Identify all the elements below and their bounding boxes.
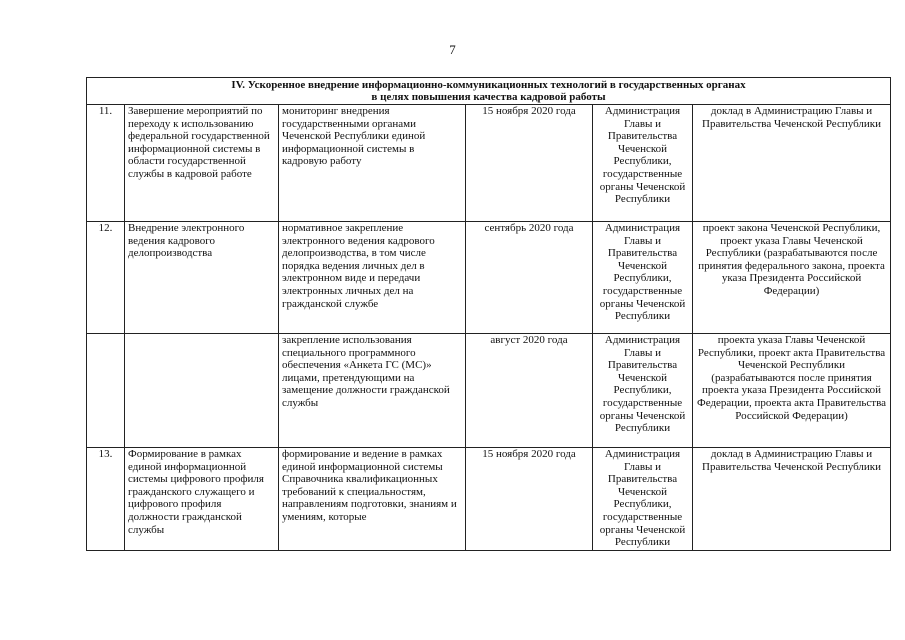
- table-row: [87, 222, 891, 334]
- measure-cell: [125, 334, 279, 448]
- deadline-cell: 15 ноября 2020 года: [466, 448, 593, 551]
- action-cell: мониторинг внедрения государственными органами Чеченской Республики единой информационной системы в кадровую работу: [279, 105, 466, 222]
- table-row: [87, 105, 891, 222]
- measure-cell: Внедрение электронного ведения кадрового делопроизводства: [125, 222, 279, 334]
- result-cell: проект закона Чеченской Республики, проект указа Главы Чеченской Республики (разрабатываются после принятия федерального закона, проекта указа Президента Российской Федерации): [693, 222, 891, 334]
- deadline-cell: 15 ноября 2020 года: [466, 105, 593, 222]
- plan-table: [86, 77, 891, 551]
- section-title: [87, 78, 891, 105]
- action-cell: формирование и ведение в рамках единой информационной системы Справочника квалификационных требований к специальностям, направлениям подготовки, знаниям и умениям, которые: [279, 448, 466, 551]
- row-number: [87, 334, 125, 448]
- deadline-cell: август 2020 года: [466, 334, 593, 448]
- result-cell: проекта указа Главы Чеченской Республики, проект акта Правительства Чеченской Республики (разрабатываются после принятия проекта указа Президента Российской Федерации, проекта акта Правительства Российской Федерации): [693, 334, 891, 448]
- responsible-cell: Администрация Главы и Правительства Чеченской Республики, государственные органы Чеченской Республики: [593, 222, 693, 334]
- row-number: 11.: [87, 105, 125, 222]
- table-row: [87, 448, 891, 551]
- measure-cell: Формирование в рамках единой информационной системы цифрового профиля гражданского служащего и цифрового профиля должности гражданской службы: [125, 448, 279, 551]
- section-title-line1: IV. Ускоренное внедрение информационно-коммуникационных технологий в государственных органах: [231, 79, 746, 91]
- table-row: [87, 334, 891, 448]
- row-number: 12.: [87, 222, 125, 334]
- result-cell: доклад в Администрацию Главы и Правительства Чеченской Республики: [693, 105, 891, 222]
- row-number: 13.: [87, 448, 125, 551]
- page-number: 7: [449, 42, 456, 57]
- action-cell: закрепление использования специального программного обеспечения «Анкета ГС (МС)» лицами, претендующими на замещение должности гражданской службы: [279, 334, 466, 448]
- measure-cell: Завершение мероприятий по переходу к использованию федеральной государственной информационной системы в области государственной службы в кадровой работе: [125, 105, 279, 222]
- result-cell: доклад в Администрацию Главы и Правительства Чеченской Республики: [693, 448, 891, 551]
- deadline-cell: сентябрь 2020 года: [466, 222, 593, 334]
- action-cell: нормативное закрепление электронного ведения кадрового делопроизводства, в том числе порядка ведения личных дел в электронном виде и передачи электронных личных дел на гражданской службе: [279, 222, 466, 334]
- responsible-cell: Администрация Главы и Правительства Чеченской Республики, государственные органы Чеченской Республики: [593, 105, 693, 222]
- responsible-cell: Администрация Главы и Правительства Чеченской Республики, государственные органы Чеченской Республики: [593, 334, 693, 448]
- responsible-cell: Администрация Главы и Правительства Чеченской Республики, государственные органы Чеченской Республики: [593, 448, 693, 551]
- section-title-line2: в целях повышения качества кадровой работы: [371, 91, 606, 103]
- section-header-row: [87, 78, 891, 105]
